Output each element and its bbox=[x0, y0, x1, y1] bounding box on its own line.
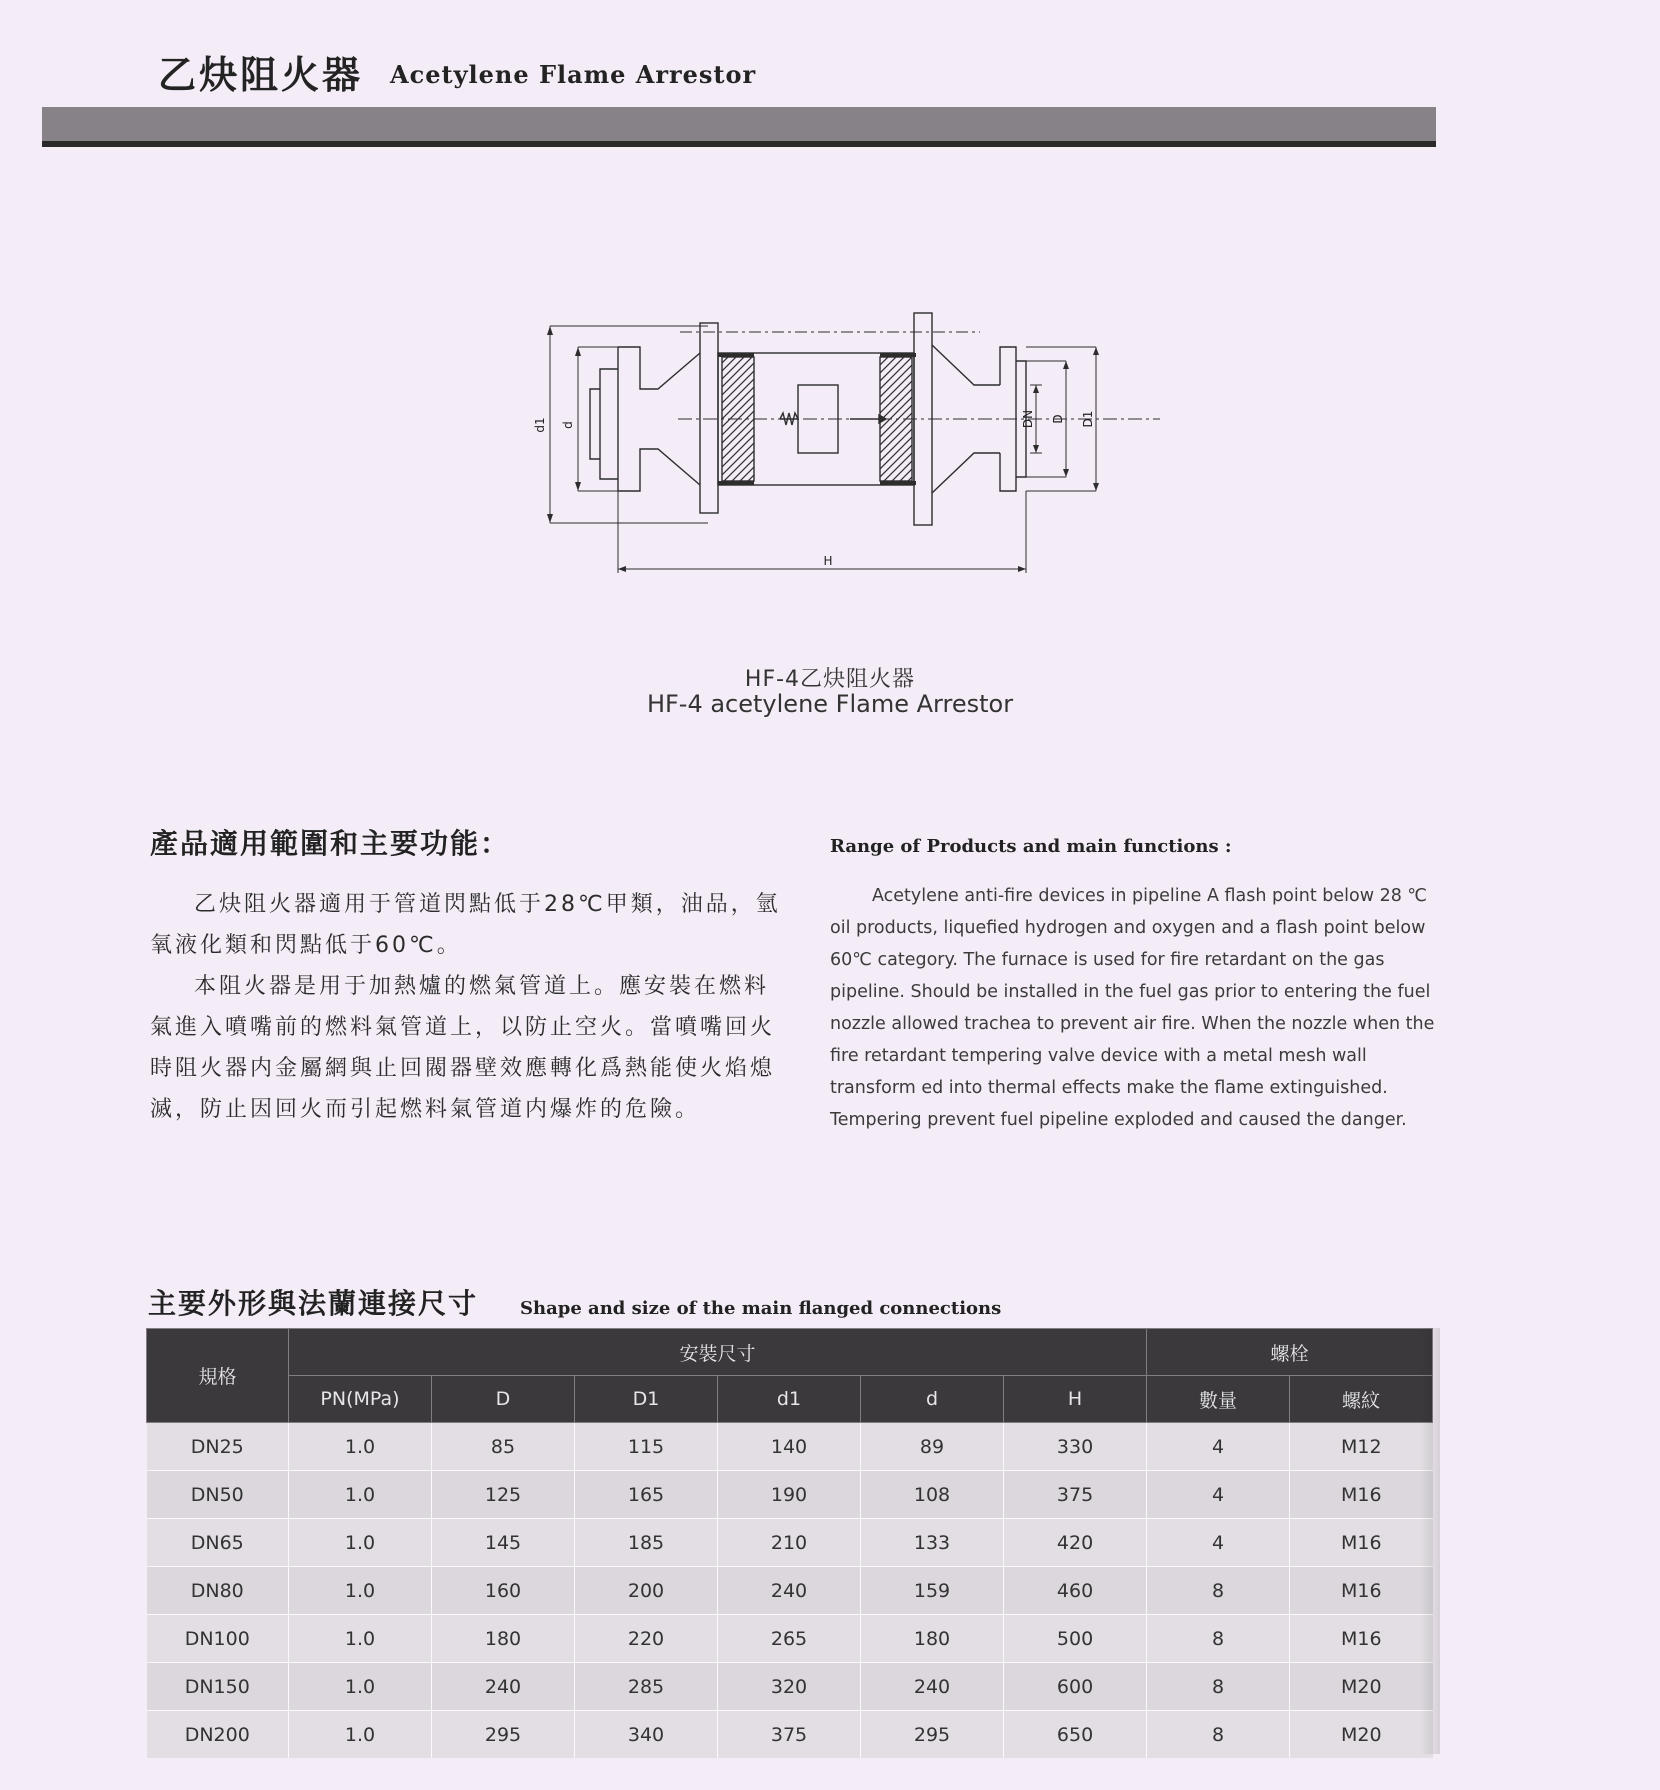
table-cell: 145 bbox=[432, 1519, 575, 1567]
dim-label-d1: d1 bbox=[533, 417, 547, 433]
dim-label-d: d bbox=[561, 421, 575, 429]
table-cell: 140 bbox=[718, 1423, 861, 1471]
dim-label-H: H bbox=[823, 554, 833, 568]
column-header: d1 bbox=[718, 1376, 861, 1423]
table-cell: DN25 bbox=[147, 1423, 289, 1471]
table-heading-en: Shape and size of the main flanged connections bbox=[520, 1298, 1002, 1319]
table-cell: 1.0 bbox=[289, 1471, 432, 1519]
table-cell: 1.0 bbox=[289, 1567, 432, 1615]
dim-label-dn: DN bbox=[1021, 409, 1035, 429]
column-header: 數量 bbox=[1147, 1376, 1290, 1423]
table-cell: M16 bbox=[1290, 1567, 1433, 1615]
table-cell: 375 bbox=[1004, 1471, 1147, 1519]
table-cell: DN200 bbox=[147, 1711, 289, 1759]
table-cell: M16 bbox=[1290, 1471, 1433, 1519]
table-cell: 295 bbox=[432, 1711, 575, 1759]
table-cell: 160 bbox=[432, 1567, 575, 1615]
table-cell: 1.0 bbox=[289, 1519, 432, 1567]
scope-text-en: Acetylene anti-fire devices in pipeline A flash point below 28 ℃ oil products, liquefied hydrogen and oxygen and a flash point below 60℃ category. The furnace is used for fire retardant on the gas pipeline. Should be installed in the fuel gas prior to entering the fuel nozzle allowed trachea to prevent air fire. When the nozzle when the fire retardant tempering valve device with a metal mesh wall transform ed into thermal effects make the flame extinguished. Tempering prevent fuel pipeline exploded and caused the danger. bbox=[830, 886, 1435, 1130]
table-cell: 320 bbox=[718, 1663, 861, 1711]
table-cell: DN100 bbox=[147, 1615, 289, 1663]
table-cell: 180 bbox=[861, 1615, 1004, 1663]
table-cell: DN80 bbox=[147, 1567, 289, 1615]
header-bolt: 螺栓 bbox=[1147, 1329, 1433, 1376]
table-cell: 1.0 bbox=[289, 1423, 432, 1471]
header-spec: 規格 bbox=[147, 1329, 289, 1423]
header-bar bbox=[42, 107, 1436, 147]
table-cell: 295 bbox=[861, 1711, 1004, 1759]
table-cell: M20 bbox=[1290, 1663, 1433, 1711]
table-cell: 165 bbox=[575, 1471, 718, 1519]
table-cell: 1.0 bbox=[289, 1711, 432, 1759]
table-cell: 460 bbox=[1004, 1567, 1147, 1615]
table-row bbox=[147, 1471, 1433, 1519]
table-cell: M20 bbox=[1290, 1711, 1433, 1759]
column-header: PN(MPa) bbox=[289, 1376, 432, 1423]
table-cell: 85 bbox=[432, 1423, 575, 1471]
scope-heading-en: Range of Products and main functions : bbox=[830, 836, 1232, 857]
table-cell: 200 bbox=[575, 1567, 718, 1615]
table-cell: 4 bbox=[1147, 1423, 1290, 1471]
table-cell: 600 bbox=[1004, 1663, 1147, 1711]
page-title-en: Acetylene Flame Arrestor bbox=[390, 60, 757, 89]
column-header: 螺紋 bbox=[1290, 1376, 1433, 1423]
column-header: D1 bbox=[575, 1376, 718, 1423]
figure-caption-en: HF-4 acetylene Flame Arrestor bbox=[646, 690, 1014, 718]
table-cell: 190 bbox=[718, 1471, 861, 1519]
table-cell: 115 bbox=[575, 1423, 718, 1471]
table-row bbox=[147, 1711, 1433, 1759]
page-edge-shadow bbox=[1420, 1328, 1440, 1754]
scope-heading-cn: 產品適用範圍和主要功能： bbox=[150, 827, 511, 860]
table-cell: 240 bbox=[718, 1567, 861, 1615]
table-cell: 89 bbox=[861, 1423, 1004, 1471]
table-cell: 1.0 bbox=[289, 1663, 432, 1711]
table-cell: 650 bbox=[1004, 1711, 1147, 1759]
table-cell: 500 bbox=[1004, 1615, 1147, 1663]
table-row bbox=[147, 1519, 1433, 1567]
table-cell: 8 bbox=[1147, 1567, 1290, 1615]
table-cell: 8 bbox=[1147, 1615, 1290, 1663]
column-header: d bbox=[861, 1376, 1004, 1423]
table-cell: 8 bbox=[1147, 1663, 1290, 1711]
table-cell: 185 bbox=[575, 1519, 718, 1567]
column-header: H bbox=[1004, 1376, 1147, 1423]
column-header: D bbox=[432, 1376, 575, 1423]
table-cell: 375 bbox=[718, 1711, 861, 1759]
scope-paragraph-1: 乙炔阻火器適用于管道閃點低于28℃甲類，油品，氫氧液化類和閃點低于60℃。 bbox=[150, 892, 781, 958]
table-cell: M16 bbox=[1290, 1519, 1433, 1567]
table-heading-cn: 主要外形與法蘭連接尺寸 bbox=[148, 1287, 479, 1320]
table-cell: 1.0 bbox=[289, 1615, 432, 1663]
page-title-cn: 乙炔阻火器 bbox=[158, 53, 364, 97]
table-cell: 133 bbox=[861, 1519, 1004, 1567]
table-cell: 340 bbox=[575, 1711, 718, 1759]
table-cell: 108 bbox=[861, 1471, 1004, 1519]
diagram-svg bbox=[533, 305, 1160, 605]
table-row bbox=[147, 1663, 1433, 1711]
table-cell: 4 bbox=[1147, 1519, 1290, 1567]
table-cell: 265 bbox=[718, 1615, 861, 1663]
table-cell: DN150 bbox=[147, 1663, 289, 1711]
table-cell: 420 bbox=[1004, 1519, 1147, 1567]
dim-label-D: D bbox=[1051, 414, 1065, 424]
table-cell: 8 bbox=[1147, 1711, 1290, 1759]
table-cell: 220 bbox=[575, 1615, 718, 1663]
table-row bbox=[147, 1567, 1433, 1615]
table-cell: M16 bbox=[1290, 1615, 1433, 1663]
table-cell: 4 bbox=[1147, 1471, 1290, 1519]
table-cell: 240 bbox=[432, 1663, 575, 1711]
table-row bbox=[147, 1423, 1433, 1471]
scope-paragraph-2: 本阻火器是用于加熱爐的燃氣管道上。應安裝在燃料氣進入噴嘴前的燃料氣管道上，以防止空火。當噴嘴回火時阻火器内金屬網與止回閥器壁效應轉化爲熱能使火焰熄滅，防止因回火而引起燃料氣管道内爆炸的危險。 bbox=[150, 974, 776, 1122]
table-cell: 125 bbox=[432, 1471, 575, 1519]
flame-arrestor-diagram bbox=[533, 305, 1160, 605]
table-cell: 330 bbox=[1004, 1423, 1147, 1471]
scope-text-cn bbox=[150, 884, 790, 1130]
table-row bbox=[147, 1615, 1433, 1663]
figure-caption-cn: HF-4乙炔阻火器 bbox=[744, 667, 916, 692]
table-cell: 240 bbox=[861, 1663, 1004, 1711]
table-cell: M12 bbox=[1290, 1423, 1433, 1471]
dimension-table bbox=[146, 1328, 1433, 1758]
table-cell: 210 bbox=[718, 1519, 861, 1567]
dim-label-D1: D1 bbox=[1081, 410, 1095, 428]
header-install-dimensions: 安裝尺寸 bbox=[289, 1329, 1147, 1376]
table-cell: 180 bbox=[432, 1615, 575, 1663]
table-cell: DN65 bbox=[147, 1519, 289, 1567]
table-cell: DN50 bbox=[147, 1471, 289, 1519]
table-cell: 159 bbox=[861, 1567, 1004, 1615]
table-cell: 285 bbox=[575, 1663, 718, 1711]
